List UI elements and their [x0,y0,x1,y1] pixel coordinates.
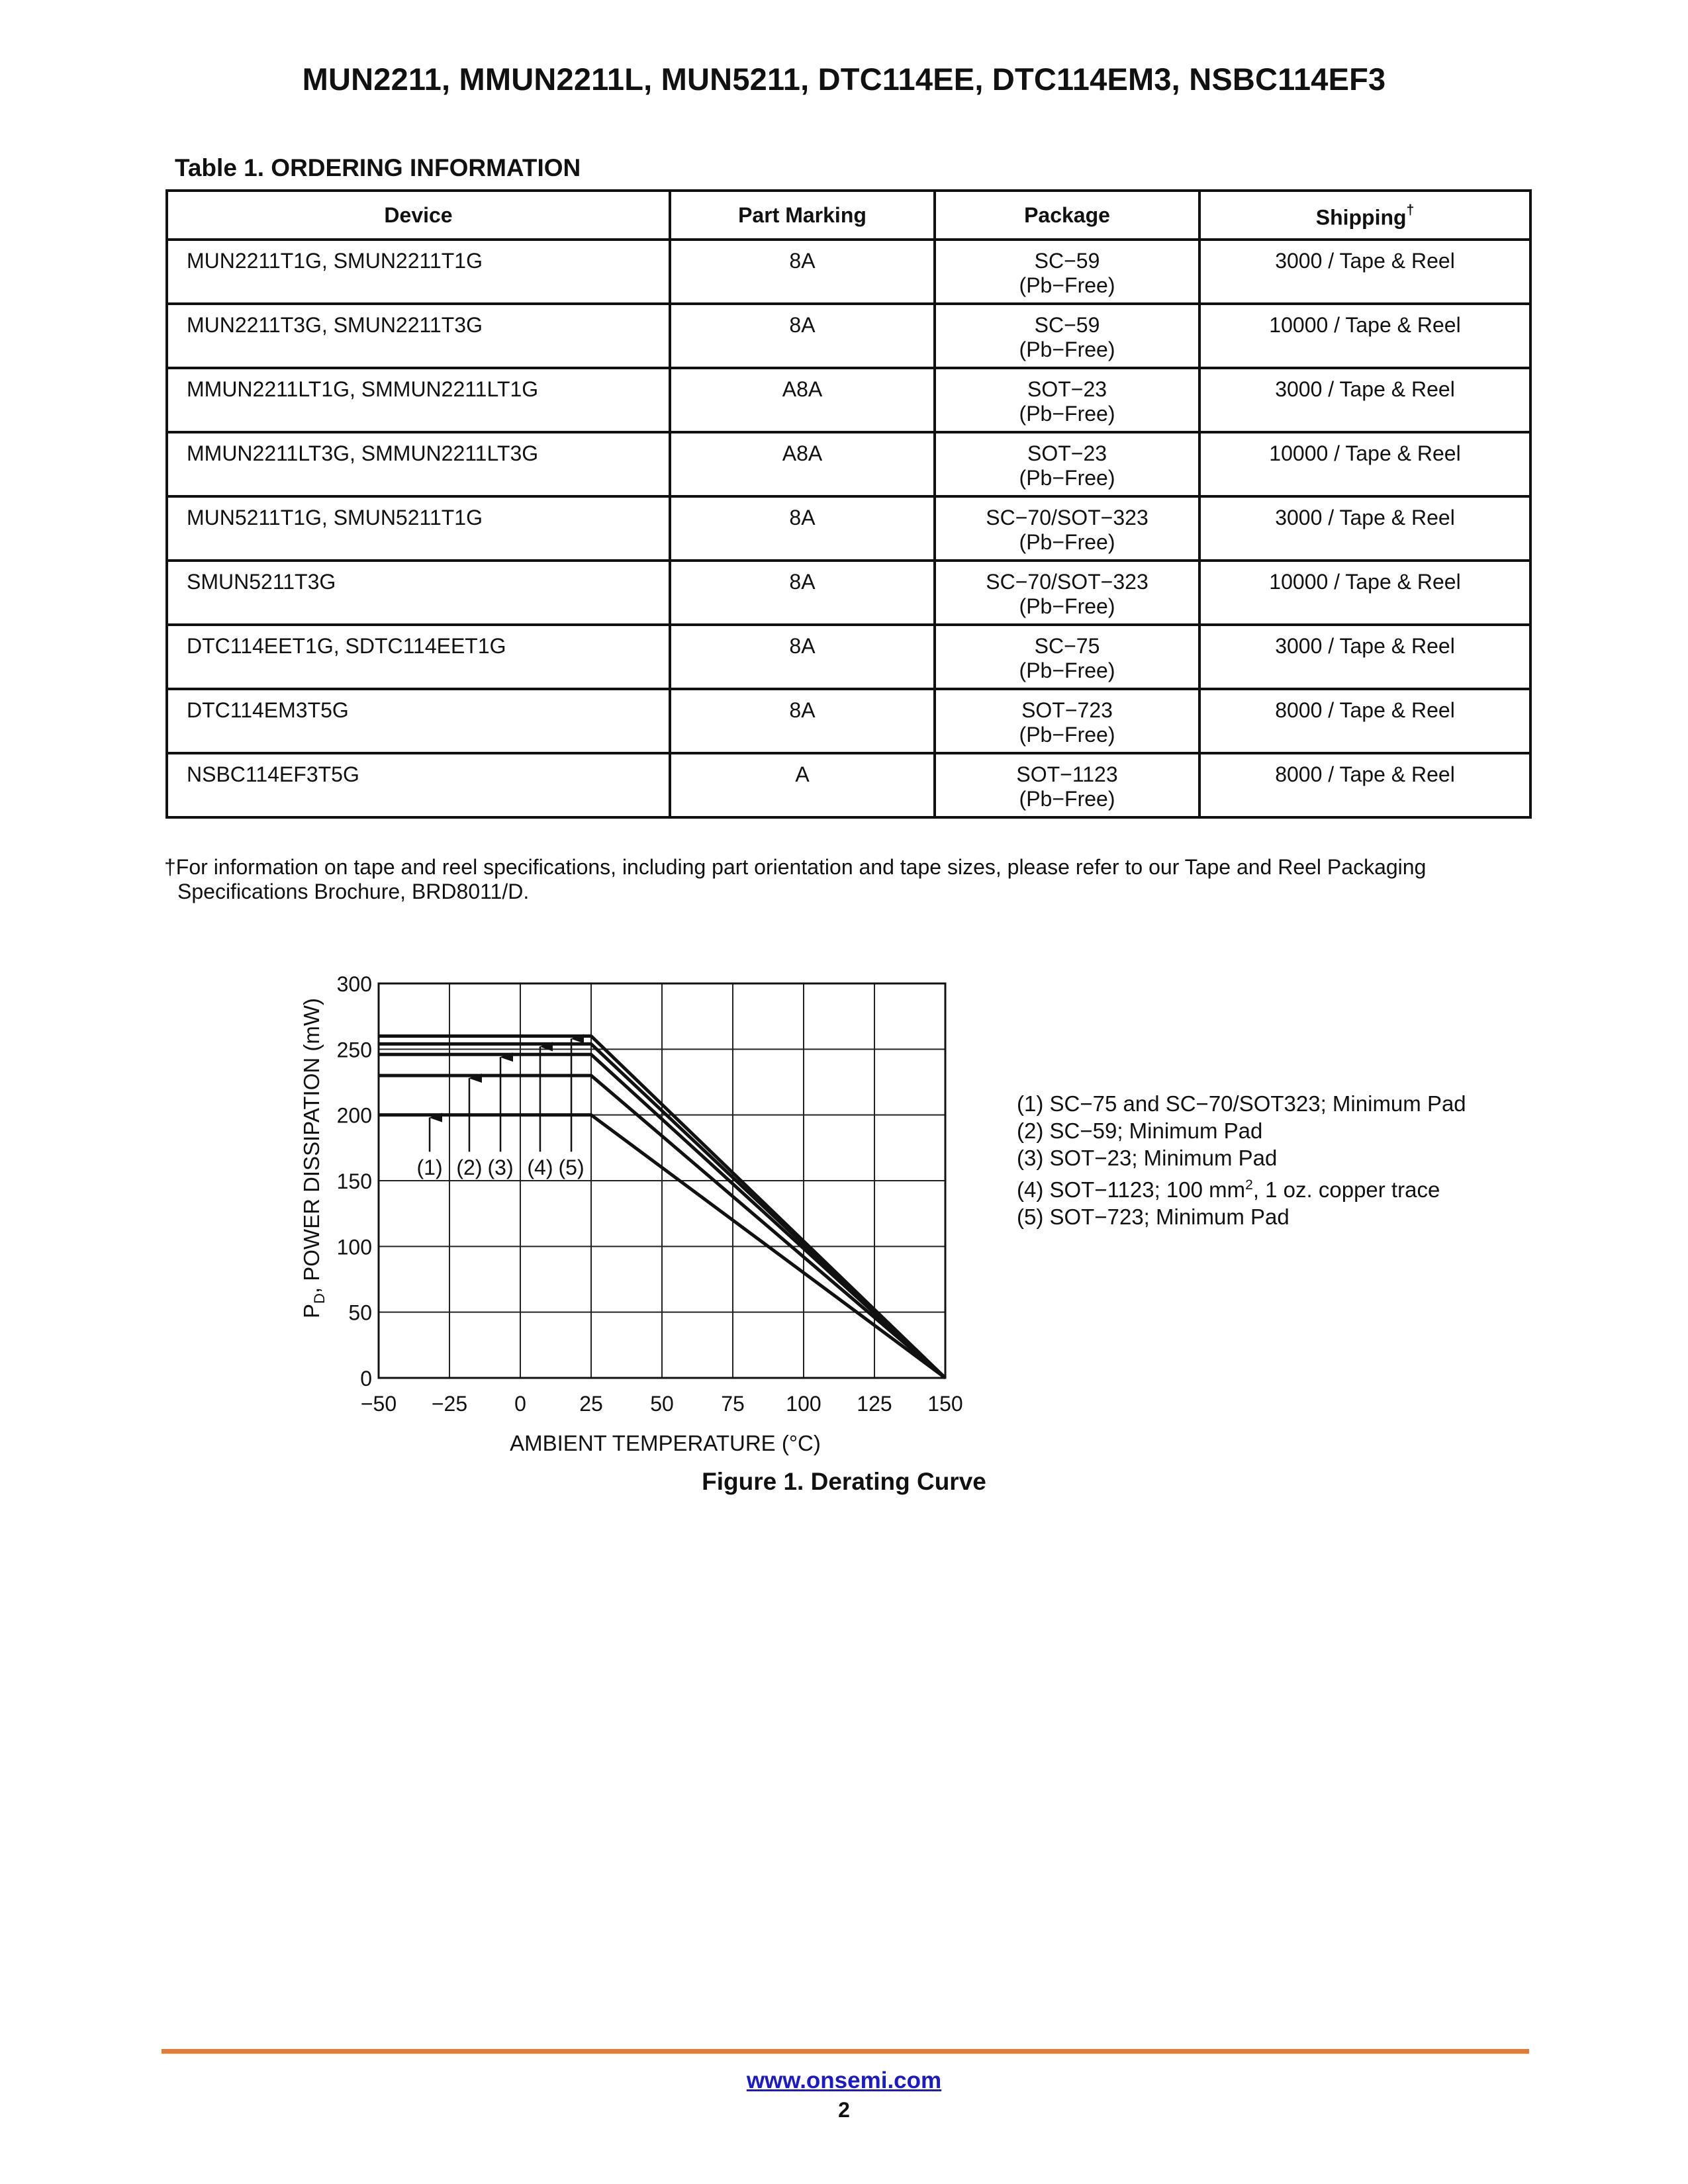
legend-item-3: (3) SOT−23; Minimum Pad [1017,1146,1278,1170]
part-marking-cell: 8A [670,689,935,753]
package-cell: SOT−723 (Pb−Free) [935,689,1199,753]
package-cell: SOT−1123 (Pb−Free) [935,753,1199,817]
device-cell: SMUN5211T3G [167,561,670,625]
legend-item-5: (5) SOT−723; Minimum Pad [1017,1205,1289,1229]
device-cell: MMUN2211LT1G, SMMUN2211LT1G [167,368,670,432]
shipping-cell: 3000 / Tape & Reel [1199,496,1530,561]
device-cell: MUN5211T1G, SMUN5211T1G [167,496,670,561]
device-cell: DTC114EET1G, SDTC114EET1G [167,625,670,689]
package-cell: SC−59 (Pb−Free) [935,240,1199,304]
x-tick-label: 50 [650,1392,674,1416]
x-tick-label: 0 [514,1392,526,1416]
footnote-line-2: Specifications Brochure, BRD8011/D. [177,880,530,903]
shipping-cell: 3000 / Tape & Reel [1199,240,1530,304]
package-cell: SC−70/SOT−323 (Pb−Free) [935,561,1199,625]
column-header-device: Device [167,191,670,240]
y-tick-label: 200 [336,1103,372,1128]
package-cell: SOT−23 (Pb−Free) [935,368,1199,432]
legend-item-1: (1) SC−75 and SC−70/SOT323; Minimum Pad [1017,1091,1466,1116]
device-cell: NSBC114EF3T5G [167,753,670,817]
part-marking-cell: 8A [670,496,935,561]
y-tick-label: 250 [336,1038,372,1062]
y-tick-label: 0 [360,1367,372,1390]
y-tick-label: 150 [336,1169,372,1193]
chart-legend [1017,1090,1466,1230]
shipping-cell: 3000 / Tape & Reel [1199,625,1530,689]
x-tick-label: −25 [431,1392,468,1416]
package-cell: SC−59 (Pb−Free) [935,304,1199,368]
legend-item-4: (4) SOT−1123; 100 $mm^2$, 1 oz. copper trace [1017,1177,1440,1202]
x-axis-label: AMBIENT TEMPERATURE (°C) [510,1431,821,1455]
part-marking-cell: 8A [670,625,935,689]
x-tick-label: 75 [721,1392,745,1416]
column-header-package: Package [935,191,1199,240]
curve-label-2: (2) [456,1156,483,1180]
curve-label-5: (5) [558,1156,585,1180]
package-cell: SC−75 (Pb−Free) [935,625,1199,689]
shipping-cell: 8000 / Tape & Reel [1199,753,1530,817]
part-marking-cell: A8A [670,432,935,496]
footer-divider [162,2049,1529,2054]
device-cell: DTC114EM3T5G [167,689,670,753]
y-tick-label: 100 [336,1235,372,1259]
x-tick-label: 150 [927,1392,963,1416]
dagger-mark: † [1406,202,1415,218]
table-caption: Table 1. ORDERING INFORMATION [175,154,581,181]
device-cell: MUN2211T1G, SMUN2211T1G [167,240,670,304]
x-tick-label: 125 [857,1392,892,1416]
column-header-part-marking: Part Marking [670,191,935,240]
legend-item-2: (2) SC−59; Minimum Pad [1017,1118,1263,1143]
legend-superscript: 2 [1245,1177,1253,1193]
y-axis-label-prefix: P [299,1303,324,1319]
chart-ticks [337,972,963,1416]
curve-label-1: (1) [416,1156,443,1180]
shipping-cell: 10000 / Tape & Reel [1199,304,1530,368]
curve-label-3: (3) [487,1156,514,1180]
shipping-cell: 3000 / Tape & Reel [1199,368,1530,432]
package-cell: SOT−23 (Pb−Free) [935,432,1199,496]
package-cell: SC−70/SOT−323 (Pb−Free) [935,496,1199,561]
device-cell: MUN2211T3G, SMUN2211T3G [167,304,670,368]
part-marking-cell: 8A [670,304,935,368]
figure-caption: Figure 1. Derating Curve [702,1468,986,1495]
part-marking-cell: 8A [670,561,935,625]
y-axis-label [299,998,328,1318]
y-tick-label: 300 [336,972,372,996]
x-tick-label: 100 [786,1392,821,1416]
page-title: MUN2211, MMUN2211L, MUN5211, DTC114EE, DTC114EM3, NSBC114EF3 [302,62,1386,97]
device-cell: MMUN2211LT3G, SMMUN2211LT3G [167,432,670,496]
shipping-cell: 10000 / Tape & Reel [1199,432,1530,496]
x-tick-label: 25 [579,1392,603,1416]
y-axis-label-suffix: , POWER DISSIPATION (mW) [299,997,324,1294]
footnote-line-1: †For information on tape and reel specifications, including part orientation and tape sizes, please refer to our Tape and Reel Packaging [164,855,1427,879]
part-marking-cell: A [670,753,935,817]
curve-label-4: (4) [527,1156,553,1180]
x-tick-label: −50 [360,1392,397,1416]
y-axis-label-subscript: D [311,1293,328,1304]
footer-website-link[interactable]: www.onsemi.com [746,2068,942,2093]
column-header-shipping: Shipping† [1199,191,1530,240]
shipping-cell: 8000 / Tape & Reel [1199,689,1530,753]
shipping-cell: 10000 / Tape & Reel [1199,561,1530,625]
part-marking-cell: A8A [670,368,935,432]
page-number: 2 [838,2098,850,2122]
y-tick-label: 50 [348,1300,372,1325]
part-marking-cell: 8A [670,240,935,304]
